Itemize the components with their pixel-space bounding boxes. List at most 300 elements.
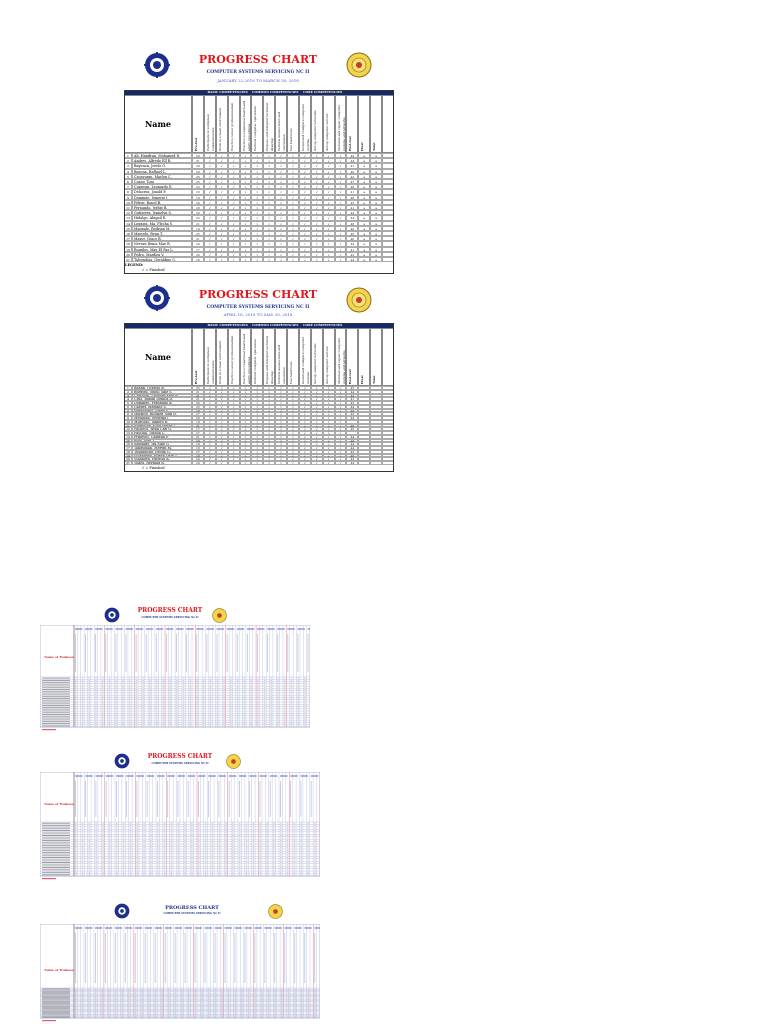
cell-mark — [314, 1005, 315, 1006]
cell-mark — [261, 993, 262, 994]
cell-mark — [287, 857, 288, 858]
cell-mark — [284, 716, 285, 717]
cell-mark — [164, 828, 165, 829]
cell-mark — [266, 828, 267, 829]
cell-mark — [75, 992, 76, 993]
cell-mark — [203, 716, 204, 717]
cell-mark — [198, 830, 199, 831]
cell-mark — [191, 867, 192, 868]
cell-mark — [260, 872, 261, 873]
cell-mark — [156, 680, 157, 681]
tesda-logo-icon — [144, 52, 170, 78]
cell-mark — [143, 855, 144, 856]
cell-mark — [268, 991, 269, 992]
cell-mark — [203, 696, 204, 697]
cell-mark — [135, 997, 136, 998]
cell-mark — [294, 1012, 295, 1013]
cell-mark — [129, 719, 130, 720]
column-header: Use hand tools — [287, 328, 299, 386]
cell-mark — [253, 828, 254, 829]
cell-mark — [149, 685, 150, 686]
cell-mark — [237, 705, 238, 706]
cell-mark — [155, 1011, 156, 1012]
student-name — [42, 707, 70, 708]
cell-mark — [291, 707, 292, 708]
cell-mark — [248, 1000, 249, 1001]
cell-mark — [156, 682, 157, 683]
cell-mark — [225, 845, 226, 846]
cell-mark — [115, 1016, 116, 1017]
cell-mark — [116, 847, 117, 848]
column-header: Prepare and interpret technical drawing — [263, 95, 275, 153]
cell-mark — [264, 694, 265, 695]
header-text — [85, 927, 92, 929]
cell-mark — [314, 874, 315, 875]
cell-mark — [248, 996, 249, 997]
cell-mark — [195, 990, 196, 991]
cell-mark — [130, 862, 131, 863]
cell-mark — [75, 835, 76, 836]
cell-mark — [82, 874, 83, 875]
cell-mark — [271, 691, 272, 692]
cell-mark — [203, 689, 204, 690]
cell-mark — [301, 1005, 302, 1006]
cell-mark — [128, 1016, 129, 1017]
cell-mark — [205, 840, 206, 841]
progress-chart-4 — [40, 750, 320, 885]
column-header: Pre-test — [192, 328, 204, 386]
cell-mark — [171, 872, 172, 873]
cell-mark — [246, 860, 247, 861]
cell-mark — [191, 845, 192, 846]
cell-mark — [169, 691, 170, 692]
student-name — [42, 823, 70, 824]
cell-mark — [253, 857, 254, 858]
cell-mark — [115, 714, 116, 715]
cell-mark — [246, 833, 247, 834]
column-header: Final — [358, 95, 370, 153]
cell-mark — [75, 1002, 76, 1003]
cell-mark — [314, 825, 315, 826]
cell-mark — [301, 1015, 302, 1016]
cell-mark — [164, 857, 165, 858]
cell-mark — [150, 833, 151, 834]
cell-mark — [164, 823, 165, 824]
cell-mark — [228, 1008, 229, 1009]
cell-mark — [257, 696, 258, 697]
cell-mark — [198, 874, 199, 875]
student-name — [42, 835, 70, 836]
mini-grid — [40, 772, 320, 882]
cell-mark — [109, 833, 110, 834]
cell-mark — [95, 1000, 96, 1001]
cell-mark — [250, 682, 251, 683]
column-header: Total — [370, 328, 382, 386]
student-name — [42, 716, 70, 717]
cell-mark — [294, 997, 295, 998]
cell-mark — [208, 991, 209, 992]
cell-mark — [143, 862, 144, 863]
cell-mark — [291, 721, 292, 722]
cell-mark — [95, 710, 96, 711]
cell-mark — [102, 689, 103, 690]
cell-mark — [190, 725, 191, 726]
cell-mark — [198, 857, 199, 858]
header-text — [257, 628, 264, 630]
cell-mark — [298, 712, 299, 713]
cell-mark — [248, 1006, 249, 1007]
cell-mark — [171, 862, 172, 863]
cell-mark — [175, 1010, 176, 1011]
cell-mark — [95, 1001, 96, 1002]
student-name — [42, 696, 70, 697]
cell-mark — [169, 694, 170, 695]
cell-mark — [75, 1003, 76, 1004]
cell-mark — [266, 825, 267, 826]
cell-mark — [150, 845, 151, 846]
cell-mark — [82, 725, 83, 726]
cell-mark — [291, 691, 292, 692]
student-name: Villanova, Patricia A. — [132, 457, 192, 461]
cell-mark — [178, 845, 179, 846]
cell-mark — [195, 1015, 196, 1016]
cell-mark — [232, 867, 233, 868]
cell-mark — [255, 995, 256, 996]
cell-mark — [190, 687, 191, 688]
cell-mark — [257, 689, 258, 690]
cell-mark — [294, 1000, 295, 1001]
cell-mark — [314, 995, 315, 996]
cell-mark — [82, 1011, 83, 1012]
cell-mark — [210, 707, 211, 708]
cell-mark — [219, 860, 220, 861]
vertical-header-text — [136, 634, 137, 672]
cell-mark — [304, 712, 305, 713]
cell-mark — [130, 828, 131, 829]
student-name: Mendoza, Jessenia J. — [132, 416, 192, 420]
cell-mark — [230, 687, 231, 688]
cell-mark — [314, 857, 315, 858]
cell-mark — [205, 857, 206, 858]
cell-mark — [88, 988, 89, 989]
cell-mark — [89, 855, 90, 856]
cell-mark — [284, 721, 285, 722]
cell-mark — [141, 997, 142, 998]
cell-mark — [301, 837, 302, 838]
column-header: Pre-test — [192, 95, 204, 153]
vertical-header-text — [115, 933, 116, 983]
cell-mark — [156, 716, 157, 717]
header-text — [247, 628, 254, 630]
cell-mark — [203, 698, 204, 699]
cell-mark — [143, 867, 144, 868]
cell-mark — [239, 835, 240, 836]
cell-mark — [274, 997, 275, 998]
cell-mark — [137, 847, 138, 848]
table-row: 1 Banan, Octavio B. 22 √ √ √ √ √ √ √ √ √ √ √ √ 45 — [124, 386, 394, 390]
cell-mark — [208, 988, 209, 989]
cell-mark — [135, 1006, 136, 1007]
cell-mark — [75, 694, 76, 695]
cell-mark — [88, 703, 89, 704]
cell-mark — [237, 682, 238, 683]
cell-mark — [122, 1007, 123, 1008]
student-name: Cruz, Ronan Dennis D. — [132, 397, 192, 401]
cell-mark — [95, 998, 96, 999]
cell-mark — [88, 725, 89, 726]
cell-mark — [82, 1003, 83, 1004]
cell-mark — [215, 1006, 216, 1007]
cell-mark — [235, 1001, 236, 1002]
cell-mark — [148, 1017, 149, 1018]
cell-mark — [96, 850, 97, 851]
student-name — [42, 712, 70, 713]
cell-mark — [115, 992, 116, 993]
cell-mark — [260, 825, 261, 826]
cell-mark — [212, 852, 213, 853]
cell-mark — [191, 823, 192, 824]
cell-mark — [308, 1013, 309, 1014]
cell-mark — [175, 988, 176, 989]
cell-mark — [235, 992, 236, 993]
cell-mark — [191, 852, 192, 853]
cell-mark — [171, 852, 172, 853]
student-name — [42, 850, 70, 851]
cell-mark — [157, 835, 158, 836]
cell-mark — [257, 691, 258, 692]
column-header: Practice occupational health and safety procedures — [240, 95, 252, 153]
student-name: Hernandez, Jonny V. — [132, 409, 192, 413]
cell-mark — [225, 855, 226, 856]
cell-mark — [212, 828, 213, 829]
cell-mark — [223, 698, 224, 699]
header-text — [147, 775, 155, 777]
cell-mark — [201, 998, 202, 999]
cell-mark — [88, 682, 89, 683]
cell-mark — [294, 857, 295, 858]
cell-mark — [284, 680, 285, 681]
vertical-header-text — [105, 933, 106, 983]
cell-mark — [268, 1005, 269, 1006]
cell-mark — [294, 852, 295, 853]
cell-mark — [264, 696, 265, 697]
cell-mark — [143, 852, 144, 853]
cell-mark — [148, 1012, 149, 1013]
cell-mark — [198, 872, 199, 873]
cell-mark — [175, 1008, 176, 1009]
competency-group-header: CORE COMPETENCIES — [303, 323, 343, 327]
cell-mark — [175, 1003, 176, 1004]
cell-mark — [137, 852, 138, 853]
cell-mark — [115, 698, 116, 699]
cell-mark — [201, 1017, 202, 1018]
cell-mark — [178, 850, 179, 851]
cell-mark — [122, 1002, 123, 1003]
cell-mark — [230, 723, 231, 724]
vertical-header-text — [257, 634, 258, 672]
cell-mark — [184, 830, 185, 831]
cell-mark — [294, 872, 295, 873]
cell-mark — [88, 1011, 89, 1012]
cell-mark — [123, 842, 124, 843]
cell-mark — [136, 687, 137, 688]
cell-mark — [208, 1003, 209, 1004]
cell-mark — [288, 992, 289, 993]
cell-mark — [128, 1002, 129, 1003]
cell-mark — [212, 842, 213, 843]
cell-mark — [208, 1011, 209, 1012]
cell-mark — [116, 828, 117, 829]
cell-mark — [239, 842, 240, 843]
cell-mark — [221, 1002, 222, 1003]
student-name — [42, 842, 70, 843]
header-text — [308, 628, 310, 630]
cell-mark — [122, 998, 123, 999]
cell-mark — [215, 1013, 216, 1014]
cell-mark — [169, 716, 170, 717]
cell-mark — [308, 1003, 309, 1004]
cell-mark — [314, 1002, 315, 1003]
header-text — [95, 927, 102, 929]
cell-mark — [230, 716, 231, 717]
header-text — [136, 628, 143, 630]
cell-mark — [291, 685, 292, 686]
cell-mark — [109, 707, 110, 708]
student-name: Andres, Alfredo Ell R. — [132, 158, 192, 163]
cell-mark — [96, 874, 97, 875]
cell-mark — [260, 842, 261, 843]
cell-mark — [264, 716, 265, 717]
cell-mark — [307, 855, 308, 856]
cell-mark — [208, 993, 209, 994]
cell-mark — [298, 680, 299, 681]
cell-mark — [210, 703, 211, 704]
cell-mark — [281, 1015, 282, 1016]
cell-mark — [122, 1015, 123, 1016]
cell-mark — [250, 691, 251, 692]
student-name — [42, 714, 70, 715]
vertical-header-text — [247, 634, 248, 672]
cell-mark — [266, 845, 267, 846]
cell-mark — [287, 835, 288, 836]
cell-mark — [274, 1013, 275, 1014]
cell-mark — [304, 723, 305, 724]
cell-mark — [201, 991, 202, 992]
cell-mark — [232, 855, 233, 856]
cell-mark — [102, 828, 103, 829]
cell-mark — [122, 993, 123, 994]
cell-mark — [291, 725, 292, 726]
cell-mark — [156, 725, 157, 726]
cell-mark — [294, 1006, 295, 1007]
name-header: Name of Trainees — [44, 655, 74, 659]
cell-mark — [280, 869, 281, 870]
cell-mark — [239, 874, 240, 875]
cell-mark — [115, 682, 116, 683]
cell-mark — [141, 1007, 142, 1008]
cell-mark — [181, 988, 182, 989]
cell-mark — [260, 837, 261, 838]
cell-mark — [181, 998, 182, 999]
cell-mark — [304, 689, 305, 690]
cell-mark — [257, 719, 258, 720]
student-name: Castillon, Leonard Kyle R. — [132, 394, 192, 398]
cell-mark — [314, 992, 315, 993]
cell-mark — [183, 714, 184, 715]
cell-mark — [308, 1001, 309, 1002]
cell-mark — [190, 705, 191, 706]
cell-mark — [288, 990, 289, 991]
header-text — [225, 927, 232, 929]
cell-mark — [250, 725, 251, 726]
table-row: 4 Cruz, Ronan Dennis D. 21 √ √ √ √ √ √ √ √ √ √ √ √ 41 — [124, 397, 394, 401]
cell-mark — [277, 691, 278, 692]
cell-mark — [75, 682, 76, 683]
column-header: Post-test — [346, 328, 358, 386]
cell-mark — [82, 712, 83, 713]
cell-mark — [225, 872, 226, 873]
cell-mark — [155, 1016, 156, 1017]
cell-mark — [244, 685, 245, 686]
cell-mark — [102, 837, 103, 838]
cell-mark — [225, 823, 226, 824]
cell-mark — [108, 1011, 109, 1012]
cell-mark — [102, 867, 103, 868]
cell-mark — [82, 993, 83, 994]
cell-mark — [102, 845, 103, 846]
vertical-header-text — [186, 634, 187, 672]
cell-mark — [210, 685, 211, 686]
progress-table — [124, 323, 394, 470]
cell-mark — [232, 823, 233, 824]
cell-mark — [203, 705, 204, 706]
cell-mark — [128, 992, 129, 993]
cell-mark — [123, 845, 124, 846]
cell-mark — [195, 995, 196, 996]
header-text — [264, 927, 271, 929]
cell-mark — [130, 852, 131, 853]
student-name — [42, 837, 70, 838]
cell-mark — [230, 685, 231, 686]
cell-mark — [142, 687, 143, 688]
cell-mark — [164, 850, 165, 851]
cell-mark — [181, 990, 182, 991]
cell-mark — [163, 710, 164, 711]
cell-mark — [280, 835, 281, 836]
cell-mark — [95, 1013, 96, 1014]
student-name — [42, 869, 70, 870]
cell-mark — [314, 1007, 315, 1008]
cell-mark — [75, 719, 76, 720]
cell-mark — [161, 996, 162, 997]
cell-mark — [307, 825, 308, 826]
cell-mark — [188, 1008, 189, 1009]
cell-mark — [75, 716, 76, 717]
cell-mark — [277, 721, 278, 722]
cell-mark — [250, 694, 251, 695]
cell-mark — [184, 842, 185, 843]
cell-mark — [274, 1016, 275, 1017]
cell-mark — [183, 696, 184, 697]
cell-mark — [95, 678, 96, 679]
cell-mark — [255, 990, 256, 991]
student-name — [42, 997, 70, 998]
cell-mark — [255, 1006, 256, 1007]
cell-mark — [288, 988, 289, 989]
cell-mark — [208, 998, 209, 999]
cell-mark — [235, 1010, 236, 1011]
cell-mark — [314, 842, 315, 843]
